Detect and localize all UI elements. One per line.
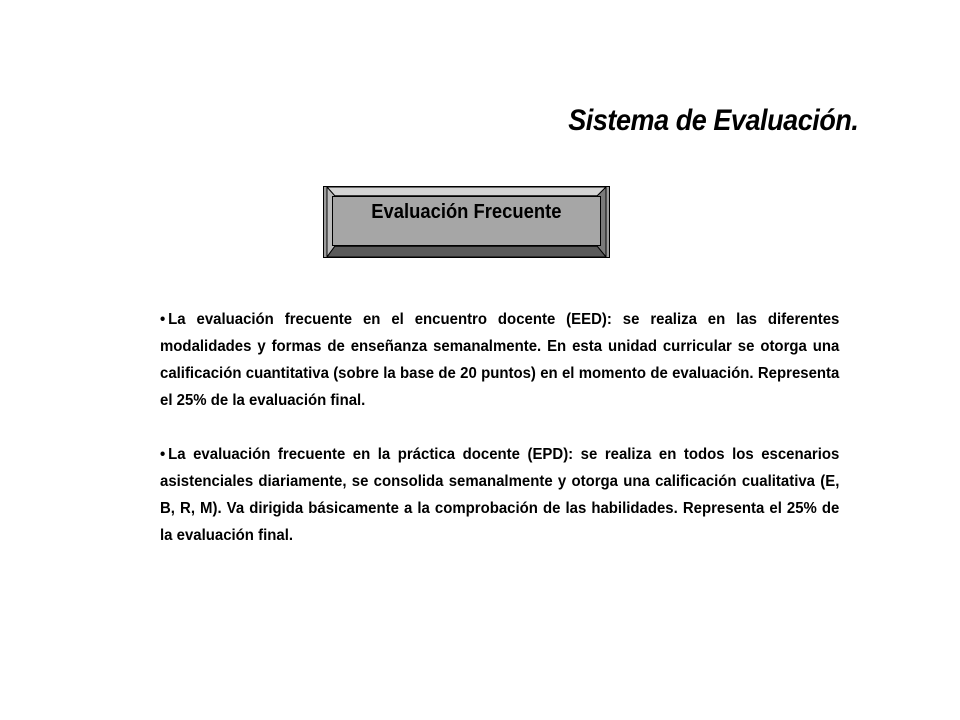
slide-title: Sistema de Evaluación. xyxy=(567,104,858,137)
box-label: Evaluación Frecuente xyxy=(371,200,562,223)
evaluacion-frecuente-box xyxy=(323,186,610,258)
bullet-icon: • xyxy=(160,311,166,328)
box-face xyxy=(332,196,601,246)
bullet-item-epd xyxy=(160,441,839,549)
bullet-list xyxy=(160,306,840,576)
bullet-item-eed xyxy=(160,306,839,414)
bullet-text: La evaluación frecuente en el encuentro docente (EED): se realiza en las diferentes modalidades y formas de enseñanza semanalmente. En esta unidad curricular se otorga una calificación cuantitativa (sobre la base de 20 puntos) en el momento de evaluación. Representa el 25% de la evaluación final. xyxy=(160,311,840,409)
bullet-icon: • xyxy=(160,446,166,463)
bullet-text: La evaluación frecuente en la práctica docente (EPD): se realiza en todos los escenarios asistenciales diariamente, se consolida semanalmente y otorga una calificación cualitativa (E, B, R, M). Va dirigida básicamente a la comprobación de las habilidades. Representa el 25% de la evaluación final. xyxy=(160,446,840,544)
